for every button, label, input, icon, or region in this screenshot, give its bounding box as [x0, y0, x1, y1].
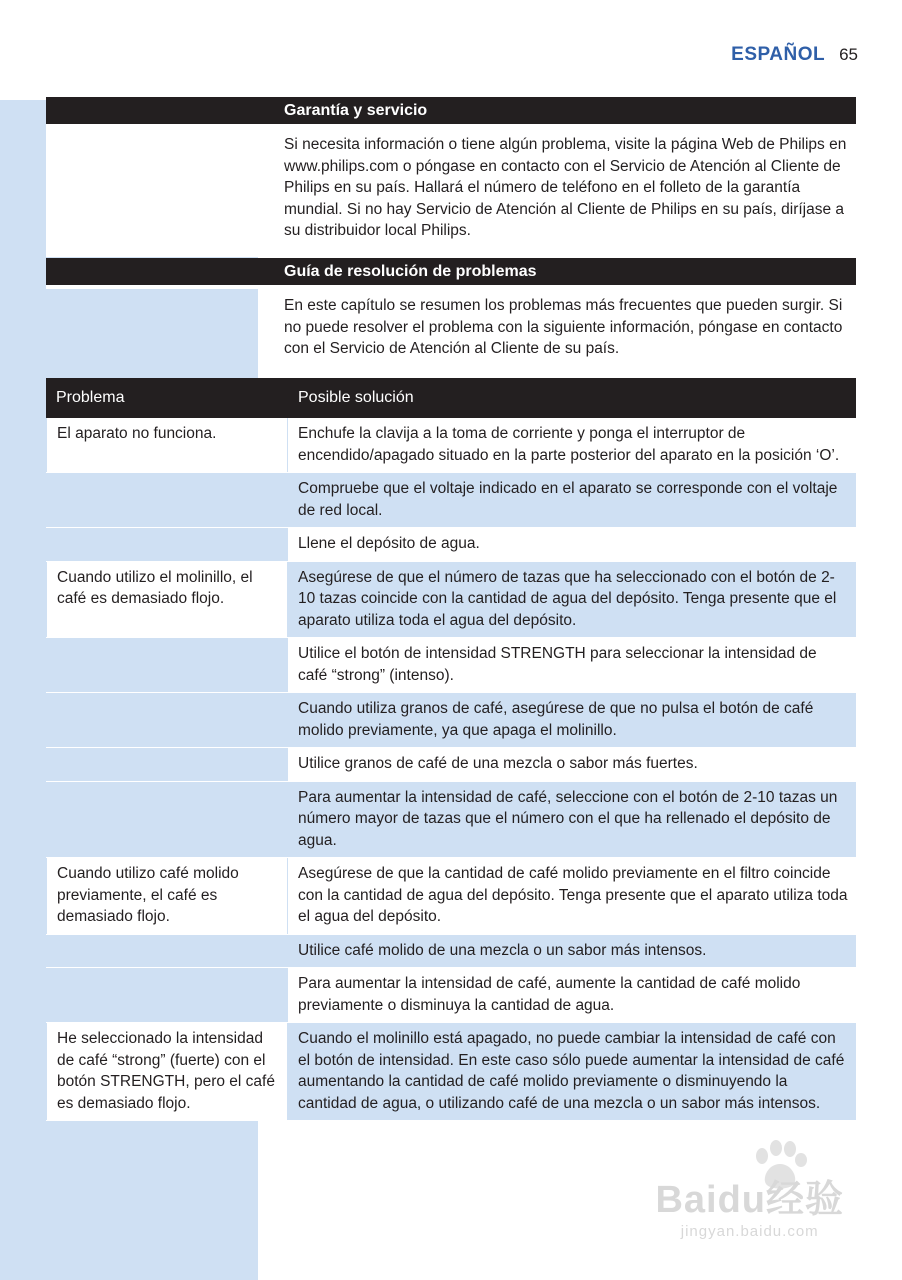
solution-cell: Llene el depósito de agua. — [288, 528, 856, 561]
warranty-heading: Garantía y servicio — [284, 101, 428, 119]
table-body — [46, 418, 856, 1121]
header-problem: Problema — [56, 389, 125, 406]
solution-cell: Utilice café molido de una mezcla o un sabor más intensos. — [288, 935, 856, 968]
solution-cell: Utilice el botón de intensidad STRENGTH para seleccionar la intensidad de café “strong” (intenso). — [288, 638, 856, 692]
language-label: ESPAÑOL — [731, 44, 826, 65]
problem-cell — [46, 638, 288, 692]
table-row — [46, 473, 856, 528]
solution-cell: Compruebe que el voltaje indicado en el aparato se corresponde con el voltaje de red local. — [288, 473, 856, 527]
troubleshooting-paragraph: En este capítulo se resumen los problemas más frecuentes que pueden surgir. Si no puede resolver el problema con la siguiente información, póngase en contacto con el Servicio de Atención al Cliente de su país. — [284, 297, 843, 357]
solution-cell: Cuando utiliza granos de café, asegúrese de que no pulsa el botón de café molido previamente, ya que apaga el molinillo. — [288, 693, 856, 747]
page-header — [731, 44, 858, 66]
problem-cell: Cuando utilizo el molinillo, el café es demasiado flojo. — [46, 562, 288, 638]
solution-cell: Para aumentar la intensidad de café, seleccione con el botón de 2-10 tazas un número mayor de tazas que el número con el que ha rellenado el depósito de agua. — [288, 782, 856, 858]
warranty-paragraph: Si necesita información o tiene algún problema, visite la página Web de Philips en www.philips.com o póngase en contacto con el Servicio de Atención al Cliente de Philips en su país. Hallará el número de teléfono en el folleto de la garantía mundial. Si no hay Servicio de Atención al Cliente de Philips en su país, diríjase a su distribuidor local Philips. — [284, 136, 847, 239]
table-row — [46, 638, 856, 693]
watermark-brand: Baidu经验 — [655, 1179, 844, 1221]
problem-cell: He seleccionado la intensidad de café “strong” (fuerte) con el botón STRENGTH, pero el café es demasiado flojo. — [46, 1023, 288, 1120]
table-row — [46, 693, 856, 748]
troubleshooting-heading: Guía de resolución de problemas — [284, 262, 537, 280]
table-row — [46, 562, 856, 639]
page-number: 65 — [839, 45, 858, 64]
problem-cell — [46, 473, 288, 527]
solution-cell: Asegúrese de que el número de tazas que ha seleccionado con el botón de 2-10 tazas coincide con la cantidad de agua del depósito. Tenga presente que el aparato utiliza toda el agua del depósito. — [288, 562, 856, 638]
table-row — [46, 528, 856, 562]
table-row — [46, 782, 856, 859]
solution-cell: Utilice granos de café de una mezcla o sabor más fuertes. — [288, 748, 856, 781]
troubleshooting-left-gap — [46, 285, 258, 289]
solution-cell: Asegúrese de que la cantidad de café molido previamente en el filtro coincide con la cantidad de agua del depósito. Tenga presente que el aparato utiliza toda el agua del depósito. — [288, 858, 856, 934]
header-solution: Posible solución — [298, 389, 414, 406]
warranty-heading-bar — [46, 97, 856, 124]
problem-cell — [46, 528, 288, 561]
watermark — [655, 1168, 844, 1240]
watermark-url: jingyan.baidu.com — [680, 1223, 819, 1240]
solution-cell: Enchufe la clavija a la toma de corriente y ponga el interruptor de encendido/apagado situado en la parte posterior del aparato en la posición ‘O’. — [288, 418, 856, 472]
solution-cell: Cuando el molinillo está apagado, no puede cambiar la intensidad de café con el botón de intensidad. En este caso sólo puede aumentar la intensidad de café aumentando la cantidad de café molido previamente o disminuyendo la cantidad de agua, o utilizando café de una mezcla o un sabor más intensos. — [288, 1023, 856, 1120]
problem-cell — [46, 968, 288, 1022]
problem-cell — [46, 935, 288, 968]
table-row — [46, 935, 856, 969]
table-row — [46, 418, 856, 473]
warranty-left-gap — [46, 124, 258, 257]
solution-cell: Para aumentar la intensidad de café, aumente la cantidad de café molido previamente o disminuya la cantidad de agua. — [288, 968, 856, 1022]
problem-cell: El aparato no funciona. — [46, 418, 288, 472]
problem-cell: Cuando utilizo café molido previamente, el café es demasiado flojo. — [46, 858, 288, 934]
problem-cell — [46, 782, 288, 858]
table-row — [46, 858, 856, 935]
troubleshooting-heading-bar — [46, 258, 856, 285]
table-row — [46, 968, 856, 1023]
troubleshooting-table — [46, 378, 856, 1121]
table-header — [46, 378, 856, 418]
problem-cell — [46, 693, 288, 747]
table-row — [46, 1023, 856, 1121]
table-row — [46, 748, 856, 782]
problem-cell — [46, 748, 288, 781]
